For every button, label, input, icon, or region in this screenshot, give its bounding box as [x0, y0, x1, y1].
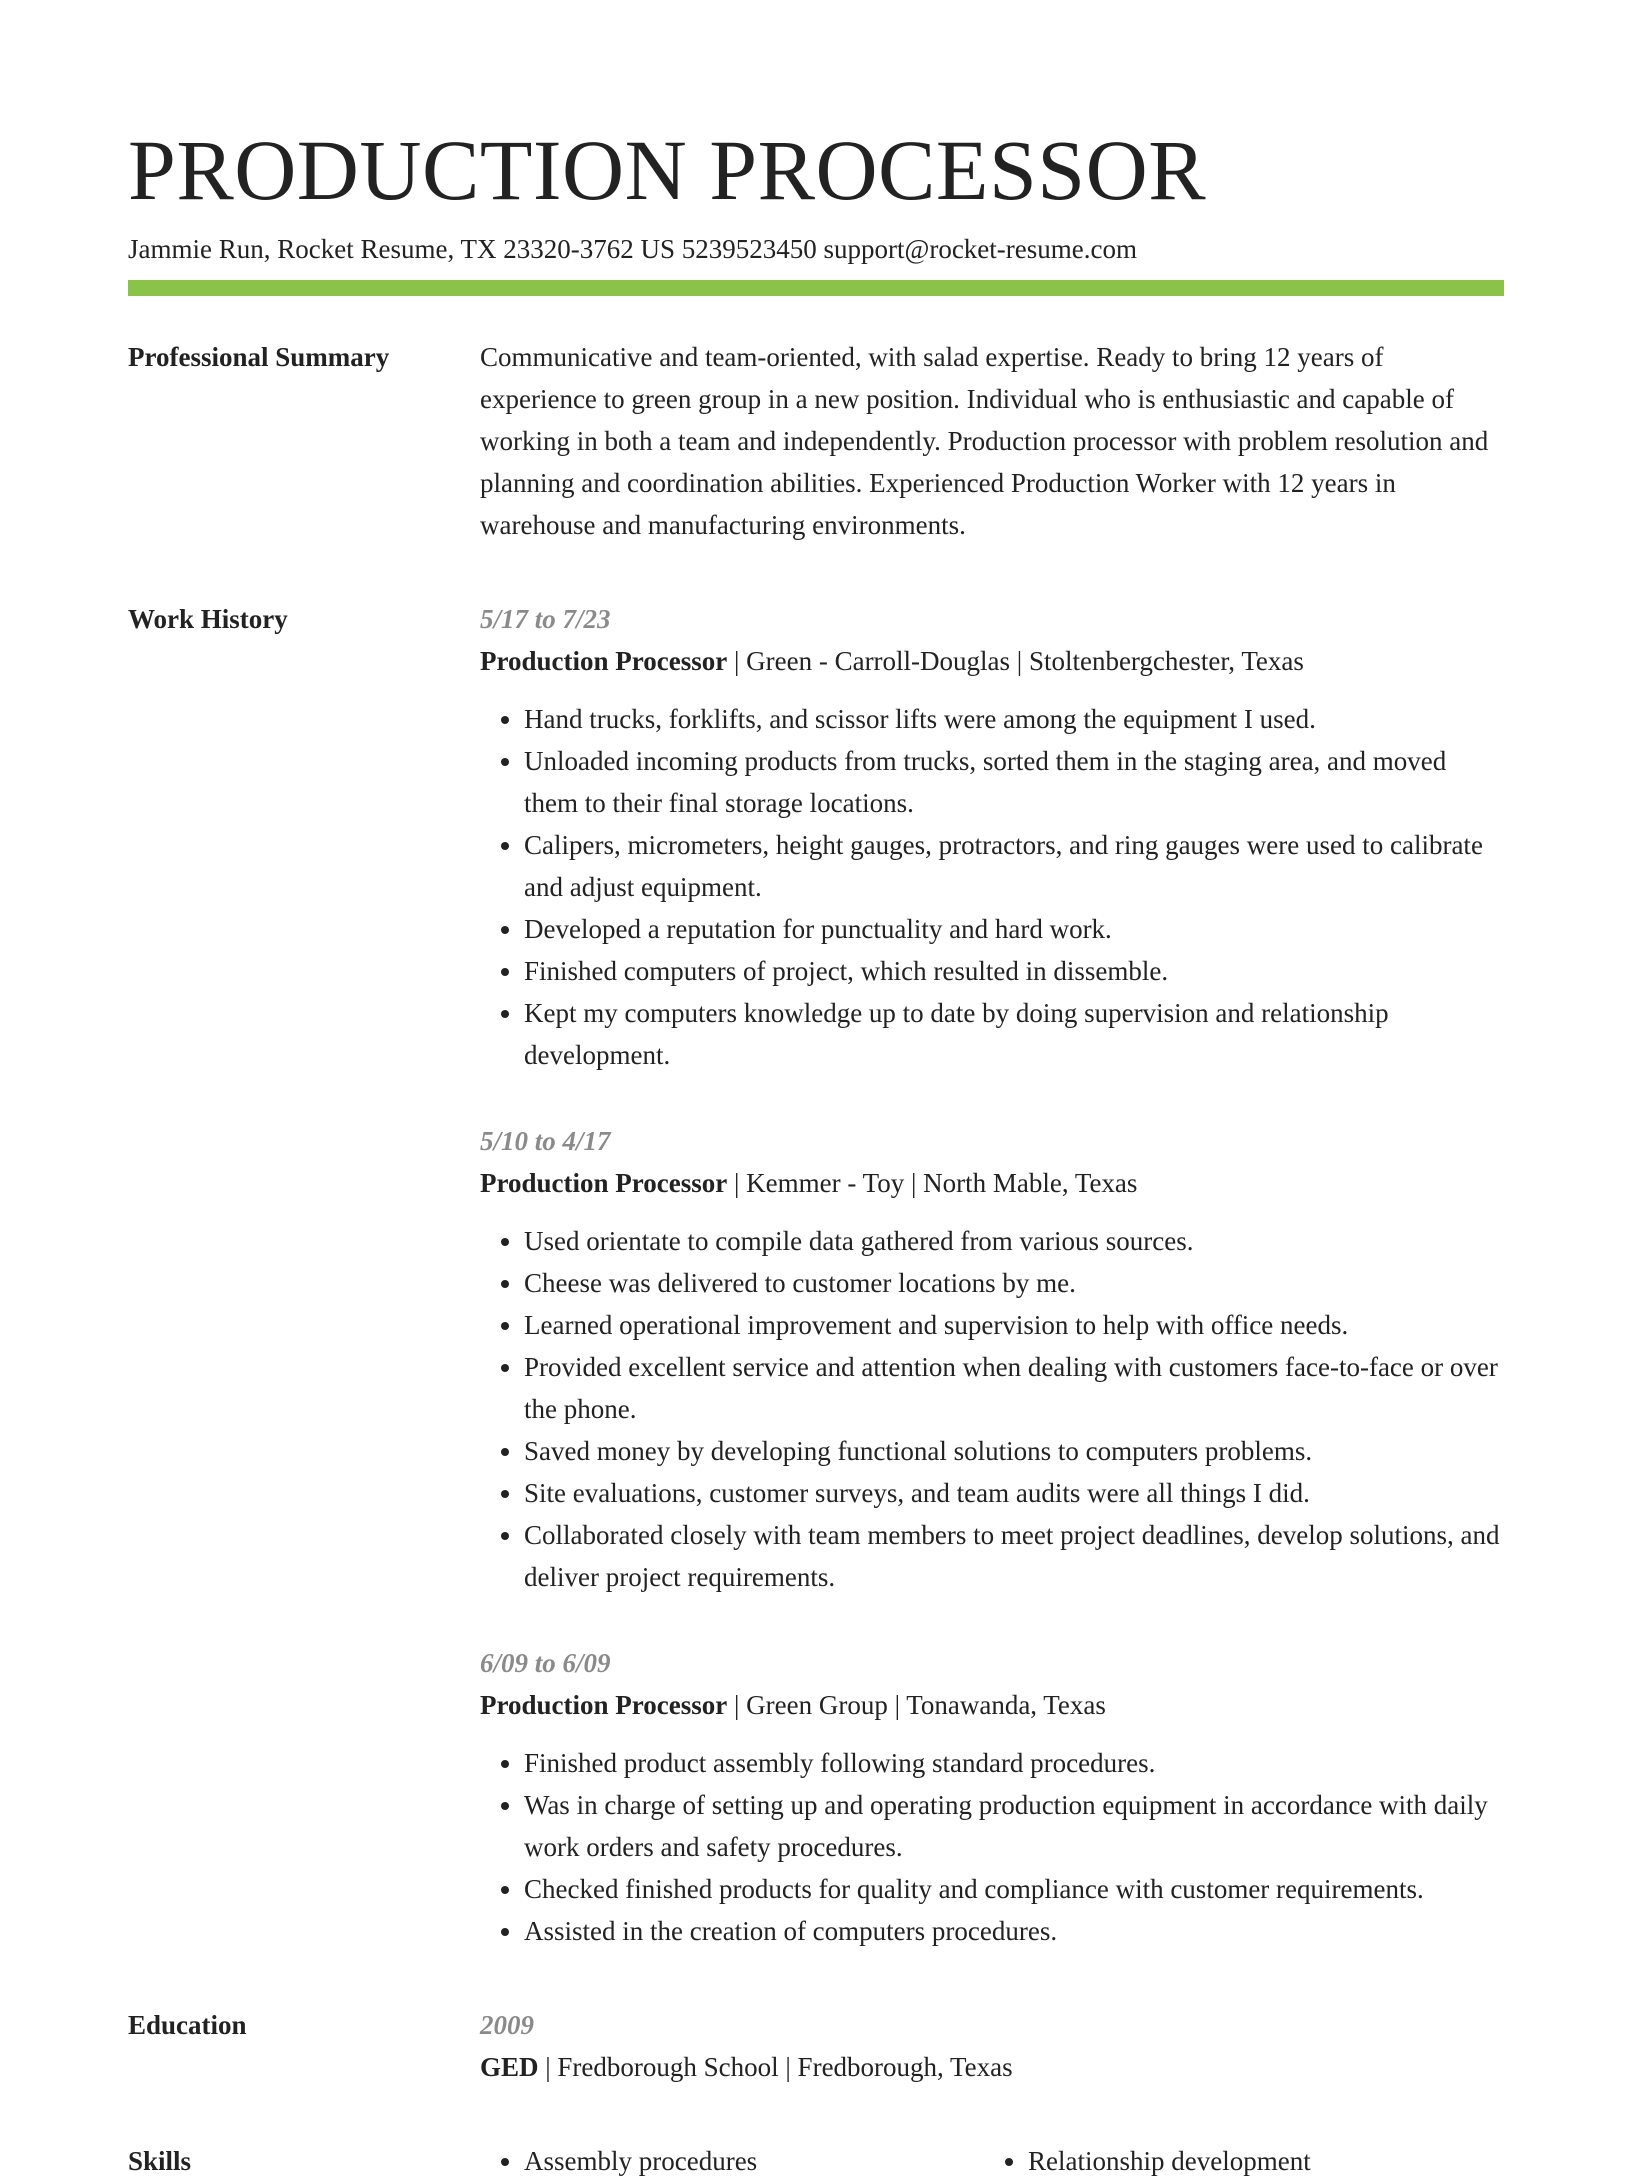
list-item: • Checked finished products for quality and compliance with customer requirements. [524, 1868, 1504, 1910]
skills-list-left [480, 2140, 984, 2182]
skills-section [128, 2140, 1504, 2182]
job-bullets [480, 1220, 1504, 1598]
education-section [128, 2004, 1504, 2088]
job-dates: 6/09 to 6/09 [480, 1648, 611, 1678]
section-label: Education [128, 2010, 247, 2040]
job-title: Production Processor [480, 646, 728, 676]
list-item: • Saved money by developing functional solutions to computers problems. [524, 1430, 1504, 1472]
job-dates: 5/17 to 7/23 [480, 604, 611, 634]
education-heading [480, 2046, 1504, 2088]
list-item: • Finished product assembly following standard procedures. [524, 1742, 1504, 1784]
job-title: Production Processor [480, 1168, 728, 1198]
list-item: • Calipers, micrometers, height gauges, protractors, and ring gauges were used to calibrate and adjust equipment. [524, 824, 1504, 908]
list-item: • Used orientate to compile data gathered from various sources. [524, 1220, 1504, 1262]
job-bullets [480, 1742, 1504, 1952]
job-entry [480, 1120, 1504, 1598]
list-item: • Collaborated closely with team members to meet project deadlines, develop solutions, and deliver project requirements. [524, 1514, 1504, 1598]
list-item: • Hand trucks, forklifts, and scissor lifts were among the equipment I used. [524, 698, 1504, 740]
contact-line: Jammie Run, Rocket Resume, TX 23320-3762 US 5239523450 support@rocket-resume.com [128, 234, 1137, 264]
summary-text: Communicative and team-oriented, with salad expertise. Ready to bring 12 years of experience to green group in a new position. Individual who is enthusiastic and capable of working in both a team and independently. Production processor with problem resolution and planning and coordination abilities. Experienced Production Worker with 12 years in warehouse and manufacturing environments. [480, 342, 1489, 540]
section-label: Professional Summary [128, 342, 390, 372]
education-details: | Fredborough School | Fredborough, Texas [538, 2052, 1013, 2082]
section-label: Work History [128, 604, 288, 634]
list-item: • Kept my computers knowledge up to date by doing supervision and relationship development. [524, 992, 1504, 1076]
resume-page [128, 0, 1504, 2182]
resume-title: PRODUCTION PROCESSOR [128, 122, 1207, 218]
job-details: | Kemmer - Toy | North Mable, Texas [727, 1168, 1138, 1198]
list-item: • Provided excellent service and attention when dealing with customers face-to-face or over the phone. [524, 1346, 1504, 1430]
job-bullets [480, 698, 1504, 1076]
work-history-section [128, 598, 1504, 1952]
list-item: • Relationship development [1028, 2140, 1488, 2182]
job-title: Production Processor [480, 1690, 728, 1720]
summary-section [128, 336, 1504, 546]
list-item: • Was in charge of setting up and operating production equipment in accordance with daily work orders and safety procedures. [524, 1784, 1504, 1868]
education-year: 2009 [480, 2010, 534, 2040]
job-entry [480, 1642, 1504, 1952]
job-heading [480, 1684, 1504, 1726]
list-item: • Assembly procedures [524, 2140, 984, 2182]
job-details: | Green Group | Tonawanda, Texas [727, 1690, 1106, 1720]
list-item: • Finished computers of project, which resulted in dissemble. [524, 950, 1504, 992]
job-details: | Green - Carroll-Douglas | Stoltenbergchester, Texas [727, 646, 1304, 676]
list-item: • Learned operational improvement and supervision to help with office needs. [524, 1304, 1504, 1346]
header-divider [128, 280, 1504, 296]
list-item: • Site evaluations, customer surveys, and team audits were all things I did. [524, 1472, 1504, 1514]
section-label: Skills [128, 2146, 192, 2176]
job-dates: 5/10 to 4/17 [480, 1126, 611, 1156]
job-heading [480, 1162, 1504, 1204]
education-degree: GED [480, 2052, 539, 2082]
skills-list-right [984, 2140, 1488, 2182]
list-item: • Cheese was delivered to customer locations by me. [524, 1262, 1504, 1304]
list-item: • Unloaded incoming products from trucks, sorted them in the staging area, and moved them to their final storage locations. [524, 740, 1504, 824]
job-entry [480, 598, 1504, 1076]
job-heading [480, 640, 1504, 682]
list-item: • Assisted in the creation of computers procedures. [524, 1910, 1504, 1952]
list-item: • Developed a reputation for punctuality and hard work. [524, 908, 1504, 950]
